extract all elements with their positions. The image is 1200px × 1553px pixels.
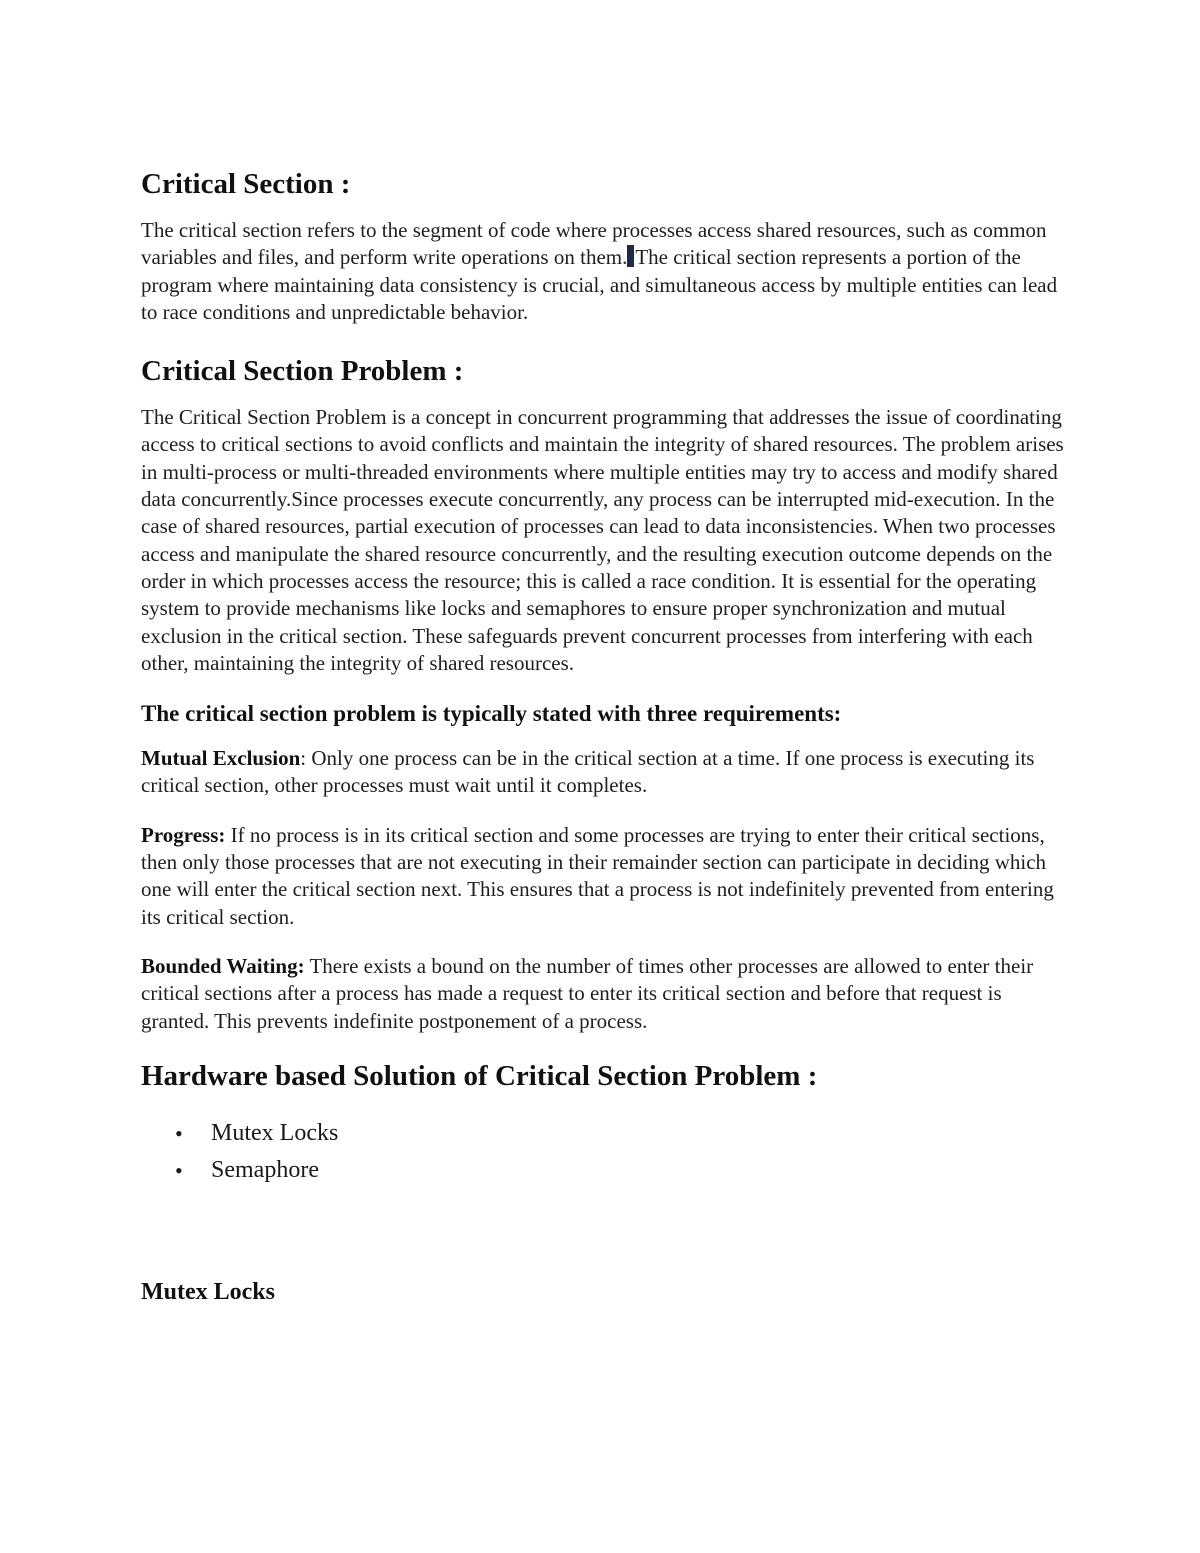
critical-section-heading: Critical Section : <box>141 168 351 200</box>
list-item <box>175 1152 1066 1189</box>
critical-section-paragraph <box>141 217 1066 326</box>
critical-section-text-1: The critical section refers to the segment of code where processes access shared resources, such as common variables and files, and perform write operations on them. <box>141 218 1047 270</box>
bullet-icon: • <box>175 1120 183 1146</box>
requirement-term: Bounded Waiting: <box>141 953 305 978</box>
list-item <box>175 1115 1066 1152</box>
hardware-solution-heading: Hardware based Solution of Critical Section Problem : <box>141 1059 818 1092</box>
bullet-icon: • <box>175 1157 183 1183</box>
critical-section-problem-paragraph: The Critical Section Problem is a concept in concurrent programming that addresses the issue of coordinating access to critical sections to avoid conflicts and maintain the integrity of shared resources. The problem arises in multi-process or multi-threaded environments where multiple entities may try to access and modify shared data concurrently.Since processes execute concurrently, any process can be interrupted mid-execution. In the case of shared resources, partial execution of processes can lead to data inconsistencies. When two processes access and manipulate the shared resource concurrently, and the resulting execution outcome depends on the order in which processes access the resource; this is called a race condition. It is essential for the operating system to provide mechanisms like locks and semaphores to ensure proper synchronization and mutual exclusion in the critical section. These safeguards prevent concurrent processes from interfering with each other, maintaining the integrity of shared resources. <box>141 405 1064 675</box>
requirement-text: If no process is in its critical section and some processes are trying to enter their critical sections, then only those processes that are not executing in their remainder section can participate in deciding which one will enter the critical section next. This ensures that a process is not indefinitely prevented from entering its critical section. <box>141 822 1054 929</box>
mutex-locks-heading: Mutex Locks <box>141 1278 275 1305</box>
requirement-term: Mutual Exclusion <box>141 746 301 771</box>
list-item-label: Semaphore <box>211 1156 319 1183</box>
critical-section-problem-heading: Critical Section Problem : <box>141 355 464 388</box>
document-page <box>141 165 1066 1307</box>
hardware-solution-list <box>141 1115 1066 1189</box>
requirement-text: There exists a bound on the number of times other processes are allowed to enter their critical sections after a process has made a request to enter its critical section and before that request is granted. This prevents indefinite postponement of a process. <box>141 953 1034 1033</box>
requirement-mutual-exclusion <box>141 745 1066 800</box>
critical-section-text-2: The critical section represents a portion of the program where maintaining data consistency is crucial, and simultaneous access by multiple entities can lead to race conditions and unpredictable behavior. <box>141 245 1058 324</box>
text-cursor <box>627 245 634 267</box>
list-item-label: Mutex Locks <box>211 1119 339 1146</box>
requirement-progress <box>141 822 1066 931</box>
requirements-heading: The critical section problem is typically stated with three requirements: <box>141 701 842 727</box>
requirement-term: Progress: <box>141 822 226 847</box>
requirement-bounded-waiting <box>141 953 1066 1035</box>
requirement-text: : Only one process can be in the critical section at a time. If one process is executing its critical section, other processes must wait until it completes. <box>141 746 1035 798</box>
